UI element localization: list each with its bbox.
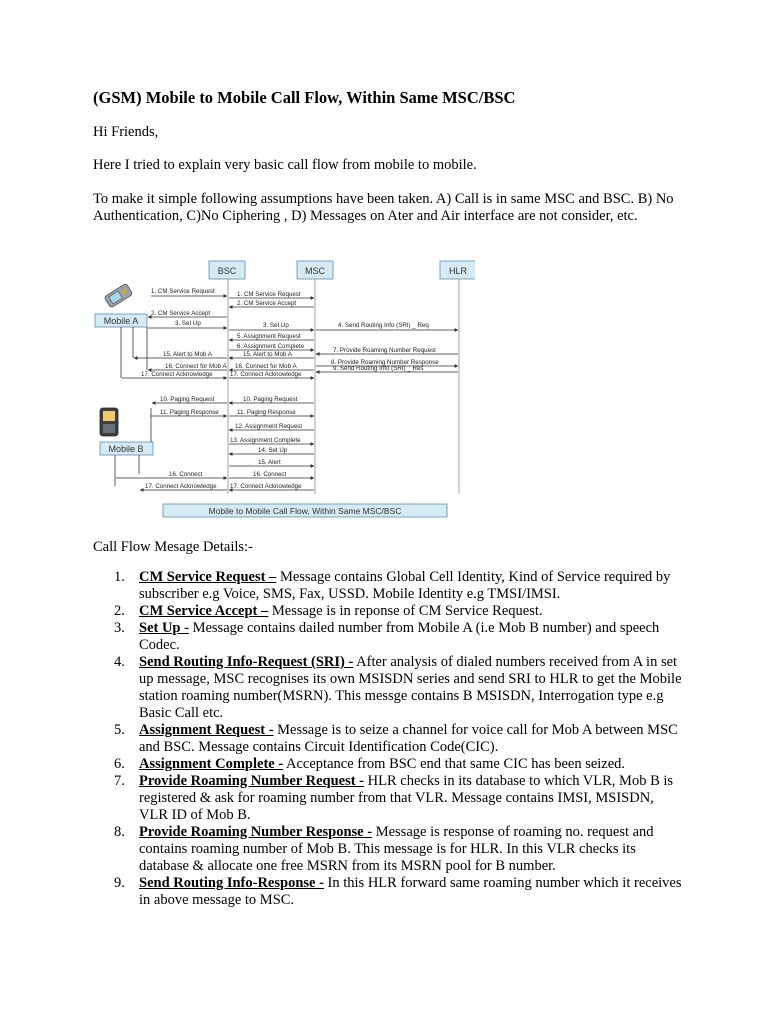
item-term: CM Service Request – <box>139 569 277 585</box>
item-number: 2. <box>114 603 125 619</box>
label-alert-a: 15. Alert to Mob A <box>163 351 212 358</box>
label-connect-ack-17-a: 17. Connect Acknowledge <box>145 483 217 490</box>
label-assignment-request-5: 5. Assignment Request <box>237 333 301 340</box>
label-connect-ack-b: 17. Connect Acknowledge <box>230 371 302 378</box>
item-text: After analysis of dialed numbers received from A in set up message, MSC recognises its own MSISDN series and send SRI to HLR to get the Mobile station roaming number(MSRN). This messge contains B MSISDN, Interrogation type e.g Basic Call etc. <box>139 654 682 721</box>
list-item <box>93 824 683 875</box>
label-paging-response-a: 11. Paging Response <box>160 409 219 416</box>
item-number: 5. <box>114 722 125 738</box>
item-number: 9. <box>114 875 125 891</box>
mobile-b-label: Mobile B <box>108 444 144 454</box>
item-term: Send Routing Info-Response - <box>139 875 324 891</box>
item-number: 3. <box>114 620 125 636</box>
item-term: Provide Roaming Number Response - <box>139 824 373 840</box>
return-lines <box>115 327 151 486</box>
item-number: 7. <box>114 773 125 789</box>
list-item <box>93 603 683 620</box>
list-item <box>93 722 683 756</box>
item-term: Assignment Request - <box>139 722 274 738</box>
label-connect-b: 16. Connect for Mob A <box>235 363 297 370</box>
item-number: 8. <box>114 824 125 840</box>
item-number: 4. <box>114 654 125 670</box>
label-prn-response: 8. Provide Roaming Number Response <box>331 359 439 366</box>
item-term: Assignment Complete - <box>139 756 284 772</box>
page-title: (GSM) Mobile to Mobile Call Flow, Within Same MSC/BSC <box>93 88 516 107</box>
label-setup-14: 14. Set Up <box>258 447 288 454</box>
message-details-list <box>93 569 683 909</box>
label-sri-req: 4. Send Routing Info (SRI) _ Req <box>338 322 429 329</box>
label-paging-a: 10. Paging Request <box>160 396 215 403</box>
item-text: Message contains Global Cell Identity, Kind of Service required by subscriber e.g Voice, SMS, Fax, USSD. Mobile Identity e.g TMSI/IMSI. <box>139 569 671 602</box>
list-item <box>93 756 683 773</box>
label-connect-ack-a: 17. Connect Acknowledge <box>141 371 213 378</box>
label-assignment-complete-6: 6. Assignment Complete <box>237 343 305 350</box>
list-item <box>93 654 683 722</box>
item-text: Acceptance from BSC end that same CIC has been seized. <box>283 756 626 772</box>
item-text: HLR checks in its database to which VLR, Mob B is registered & ask for roaming number from that VLR. Message contains IMSI, MSISDN, VLR ID of Mob B. <box>139 773 674 823</box>
label-setup-b: 3. Set Up <box>263 322 289 329</box>
list-item <box>93 569 683 603</box>
item-term: Send Routing Info-Request (SRI) - <box>139 654 354 670</box>
item-number: 1. <box>114 569 125 585</box>
msc-label: MSC <box>305 266 325 276</box>
label-paging-response-b: 11. Paging Response <box>237 409 296 416</box>
label-assignment-request-12: 12. Assignment Request <box>235 423 303 430</box>
node-hlr <box>440 261 475 279</box>
item-number: 6. <box>114 756 125 772</box>
intro-paragraph: Here I tried to explain very basic call flow from mobile to mobile. <box>93 157 477 173</box>
label-assignment-complete-13: 13. Assignment Complete <box>230 437 301 444</box>
label-paging-b: 10. Paging Request <box>243 396 298 403</box>
label-prn-request: 7. Provide Roaming Number Request <box>333 347 436 354</box>
details-heading: Call Flow Mesage Details:- <box>93 539 253 555</box>
item-text: In this HLR forward same roaming number which it receives in above message to MSC. <box>139 875 682 908</box>
hlr-label: HLR <box>448 266 468 276</box>
phone-b-icon <box>100 408 118 436</box>
item-term: CM Service Accept – <box>139 603 269 619</box>
diagram-caption: Mobile to Mobile Call Flow, Within Same MSC/BSC <box>208 506 402 516</box>
assumptions-paragraph: To make it simple following assumptions have been taken. A) Call is in same MSC and BSC. B) No Authentication, C)No Ciphering , D) Messages on Ater and Air interface are not consider, etc. <box>93 191 674 224</box>
list-item <box>93 875 683 909</box>
item-text: Message contains dailed number from Mobile A (i.e Mob B number) and speech Codec. <box>139 620 660 653</box>
node-msc <box>297 261 333 279</box>
label-sri-res: 9. Send Routing Info (SRI) _ Res <box>333 365 424 372</box>
label-cm-accept-a: 2. CM Service Accept <box>151 310 211 317</box>
node-bsc <box>209 261 245 279</box>
label-cm-accept-b: 2. CM Service Accept <box>237 300 297 307</box>
label-connect-16-b: 16. Connect <box>253 471 287 478</box>
label-connect-a: 16. Connect for Mob A <box>165 363 227 370</box>
item-text: Message is in reponse of CM Service Request. <box>268 603 543 619</box>
greeting: Hi Friends, <box>93 124 159 140</box>
bsc-label: BSC <box>217 266 237 276</box>
item-term: Provide Roaming Number Request - <box>139 773 365 789</box>
label-alert-b: 15. Alert to Mob A <box>243 351 292 358</box>
label-cm-request-a: 1. CM Service Request <box>151 288 215 295</box>
item-text: Message is to seize a channel for voice call for Mob A between MSC and BSC. Message contains Circuit Identification Code(CIC). <box>139 722 678 755</box>
list-item <box>93 620 683 654</box>
item-term: Set Up - <box>139 620 189 636</box>
phone-a-icon <box>104 283 133 308</box>
mobile-a-label: Mobile A <box>103 316 139 326</box>
label-alert-15: 15. Alert <box>258 459 281 466</box>
label-cm-request-b: 1. CM Service Request <box>237 291 301 298</box>
list-item <box>93 773 683 824</box>
call-flow-diagram <box>93 258 475 520</box>
label-setup-a: 3. Set Up <box>175 320 201 327</box>
label-connect-ack-17-b: 17. Connect Acknowledge <box>230 483 302 490</box>
item-text: Message is response of roaming no. request and contains roaming number of Mob B. This message is for HLR. In this VLR checks its database & allocate one free MSRN from its MSRN pool for B number. <box>139 824 654 874</box>
message-labels <box>141 288 439 490</box>
label-connect-16-a: 16. Connect <box>169 471 203 478</box>
